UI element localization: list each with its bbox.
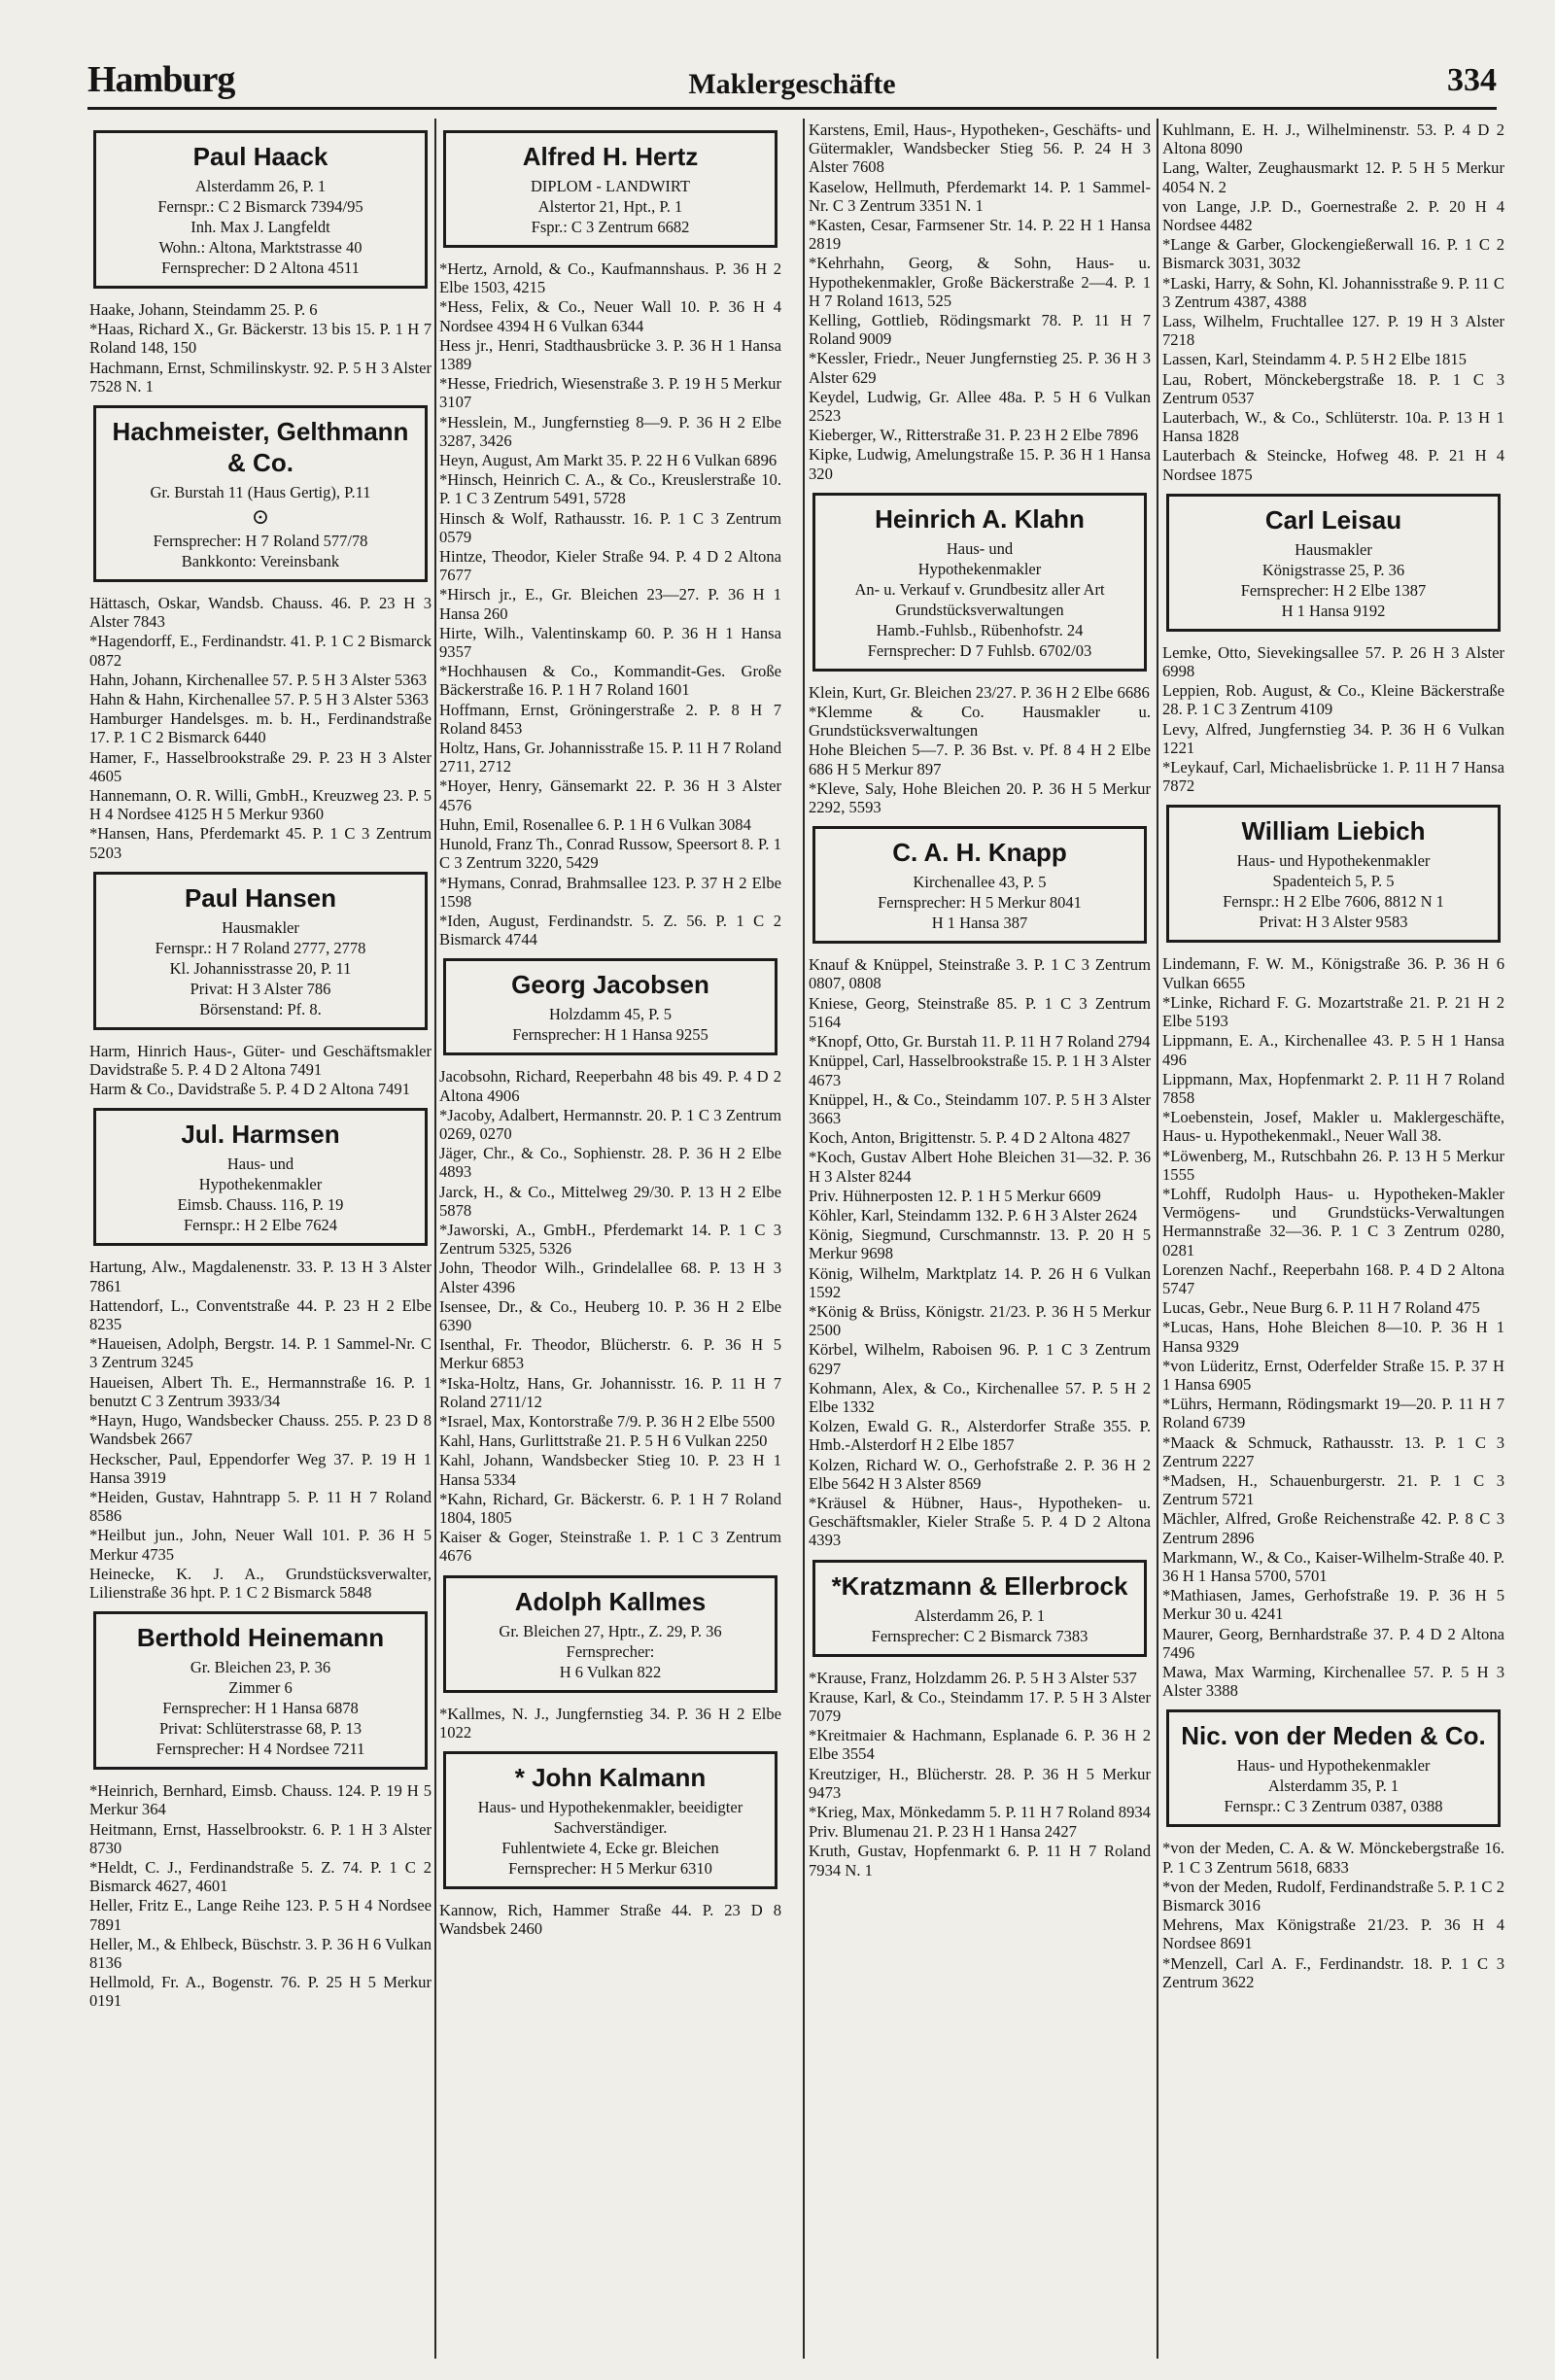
directory-entry: *Lucas, Hans, Hohe Bleichen 8—10. P. 36 H 1 Hansa 9329 <box>1162 1318 1504 1356</box>
directory-entry: *Hess, Felix, & Co., Neuer Wall 10. P. 36 H 4 Nordsee 4394 H 6 Vulkan 6344 <box>439 297 781 335</box>
advertisement-line: Fernspr.: H 2 Elbe 7606, 8812 N 1 <box>1223 892 1444 912</box>
directory-entry: Hohe Bleichen 5—7. P. 36 Bst. v. Pf. 8 4 H 2 Elbe 686 H 5 Merkur 897 <box>809 741 1151 778</box>
column-divider <box>803 119 805 2359</box>
advertisement-line: Fspr.: C 3 Zentrum 6682 <box>531 218 690 236</box>
directory-entry: Hoffmann, Ernst, Gröningerstraße 2. P. 8 H 7 Roland 8453 <box>439 700 781 738</box>
column-3 <box>809 121 1151 2356</box>
directory-entry: *Kräusel & Hübner, Haus-, Hypotheken- u. Geschäftsmakler, Kieler Straße 5. P. 4 D 2 Altona 4393 <box>809 1493 1151 1550</box>
advertisement-line: Bankkonto: Vereinsbank <box>181 552 340 571</box>
directory-entry: Isenthal, Fr. Theodor, Blücherstr. 6. P. 36 H 5 Merkur 6853 <box>439 1335 781 1373</box>
advertisement-line: Gr. Bleichen 27, Hptr., Z. 29, P. 36 <box>499 1621 722 1640</box>
advertisement-line: Fernsprecher: H 7 Roland 577/78 <box>153 532 368 551</box>
advertisement-line: Inh. Max J. Langfeldt <box>190 218 330 236</box>
directory-entry: Kuhlmann, E. H. J., Wilhelminenstr. 53. P. 4 D 2 Altona 8090 <box>1162 121 1504 158</box>
directory-entry: *Krause, Franz, Holzdamm 26. P. 5 H 3 Alster 537 <box>809 1668 1137 1687</box>
advertisement-title: Alfred H. Hertz <box>522 142 699 171</box>
directory-entry: Jarck, H., & Co., Mittelweg 29/30. P. 13 H 2 Elbe 5878 <box>439 1182 781 1220</box>
directory-entry: Koch, Anton, Brigittenstr. 5. P. 4 D 2 Altona 4827 <box>809 1128 1130 1148</box>
advertisement-title: Georg Jacobsen <box>511 970 709 1000</box>
column-4 <box>1162 121 1504 2356</box>
directory-entry: *von der Meden, Rudolf, Ferdinandstraße 5. P. 1 C 2 Bismarck 3016 <box>1162 1877 1504 1915</box>
advertisement-title: *Kratzmann & Ellerbrock <box>831 1570 1128 1601</box>
directory-entry: Lauterbach, W., & Co., Schlüterstr. 10a. P. 13 H 1 Hansa 1828 <box>1162 408 1504 446</box>
advertisement-line: Grundstücksverwaltungen <box>895 600 1064 619</box>
directory-entry: *Hansen, Hans, Pferdemarkt 45. P. 1 C 3 Zentrum 5203 <box>89 824 432 862</box>
advertisement-line: Fernspr.: C 3 Zentrum 0387, 0388 <box>1224 1797 1443 1816</box>
column-1 <box>89 121 432 2356</box>
directory-entry: *Hymans, Conrad, Brahmsallee 123. P. 37 H 2 Elbe 1598 <box>439 873 781 911</box>
directory-entry: Lauterbach & Steincke, Hofweg 48. P. 21 H 4 Nordsee 1875 <box>1162 446 1504 484</box>
advertisement-line: H 1 Hansa 9192 <box>1281 601 1386 620</box>
advertisement-line: Fernsprecher: D 7 Fuhlsb. 6702/03 <box>867 640 1092 660</box>
directory-entry: *Lohff, Rudolph Haus- u. Hypotheken-Makler Vermögens- und Grundstücks-Verwaltungen Hermannstraße 32—36. P. 1 C 3 Zentrum 0280, 0281 <box>1162 1184 1504 1259</box>
directory-entry: Mehrens, Max Königstraße 21/23. P. 36 H 4 Nordsee 8691 <box>1162 1915 1504 1953</box>
advertisement-line: Haus- und Hypothekenmakler, beeidigter Sachverständiger. <box>477 1798 743 1837</box>
advertisement-box <box>443 130 778 248</box>
directory-entry: Lassen, Karl, Steindamm 4. P. 5 H 2 Elbe 1815 <box>1162 350 1467 369</box>
advertisement-line: Zimmer 6 <box>228 1678 293 1698</box>
directory-entry: *Heilbut jun., John, Neuer Wall 101. P. 36 H 5 Merkur 4735 <box>89 1526 432 1564</box>
directory-entry: Hinsch & Wolf, Rathausstr. 16. P. 1 C 3 Zentrum 0579 <box>439 508 781 546</box>
advertisement-line: Fernspr.: C 2 Bismarck 7394/95 <box>157 197 363 216</box>
header-city: Hamburg <box>87 59 235 100</box>
advertisement-line: Hypothekenmakler <box>198 1175 323 1194</box>
advertisement-title: Carl Leisau <box>1264 504 1402 535</box>
directory-entry: Hachmann, Ernst, Schmilinskystr. 92. P. 5 H 3 Alster 7528 N. 1 <box>89 358 432 396</box>
directory-entry: Kniese, Georg, Steinstraße 85. P. 1 C 3 Zentrum 5164 <box>809 993 1151 1031</box>
header-rule <box>87 107 1497 110</box>
directory-entry: Haake, Johann, Steindamm 25. P. 6 <box>89 300 318 319</box>
circle-dot-icon: ⊙ <box>251 504 270 530</box>
directory-entry: Köhler, Karl, Steindamm 132. P. 6 H 3 Alster 2624 <box>809 1205 1138 1224</box>
directory-entry: Heller, M., & Ehlbeck, Büschstr. 3. P. 36 H 6 Vulkan 8136 <box>89 1934 432 1972</box>
directory-entry: Kahl, Hans, Gurlittstraße 21. P. 5 H 6 Vulkan 2250 <box>439 1431 768 1451</box>
advertisement-line: Hamb.-Fuhlsb., Rübenhofstr. 24 <box>876 620 1084 639</box>
directory-entry: *Hesse, Friedrich, Wiesenstraße 3. P. 19 H 5 Merkur 3107 <box>439 374 781 412</box>
directory-entry: Heitmann, Ernst, Hasselbrookstr. 6. P. 1 H 3 Alster 8730 <box>89 1819 432 1857</box>
directory-entry: Hamburger Handelsges. m. b. H., Ferdinandstraße 17. P. 1 C 2 Bismarck 6440 <box>89 709 432 747</box>
directory-entry: *Mathiasen, James, Gerhofstraße 19. P. 36 H 5 Merkur 30 u. 4241 <box>1162 1586 1504 1624</box>
advertisement-line: Hausmakler <box>1295 539 1372 559</box>
advertisement-line: Fernspr.: H 2 Elbe 7624 <box>183 1216 338 1235</box>
directory-entry: *Knopf, Otto, Gr. Burstah 11. P. 11 H 7 Roland 2794 <box>809 1032 1151 1052</box>
advertisement-box <box>93 872 428 1030</box>
directory-entry: Kieberger, W., Ritterstraße 31. P. 23 H 2 Elbe 7896 <box>809 426 1139 445</box>
directory-entry: Harm & Co., Davidstraße 5. P. 4 D 2 Altona 7491 <box>89 1080 411 1099</box>
advertisement-line: An- u. Verkauf v. Grundbesitz aller Art <box>854 579 1105 599</box>
directory-entry: Isensee, Dr., & Co., Heuberg 10. P. 36 H 2 Elbe 6390 <box>439 1296 781 1334</box>
directory-entry: *Krieg, Max, Mönkedamm 5. P. 11 H 7 Roland 8934 <box>809 1803 1151 1821</box>
advertisement-line: Alsterdamm 35, P. 1 <box>1267 1776 1400 1796</box>
directory-entry: *Kallmes, N. J., Jungfernstieg 34. P. 36 H 2 Elbe 1022 <box>439 1704 781 1742</box>
directory-entry: Hannemann, O. R. Willi, GmbH., Kreuzweg 23. P. 5 H 4 Nordsee 4125 H 5 Merkur 9360 <box>89 786 432 824</box>
advertisement-line: Fernsprecher: H 4 Nordsee 7211 <box>156 1740 365 1759</box>
directory-entry: Knauf & Knüppel, Steinstraße 3. P. 1 C 3 Zentrum 0807, 0808 <box>809 955 1151 993</box>
advertisement-title: Berthold Heinemann <box>136 1623 385 1653</box>
directory-entry: Levy, Alfred, Jungfernstieg 34. P. 36 H 6 Vulkan 1221 <box>1162 719 1504 757</box>
directory-entry: Jacobsohn, Richard, Reeperbahn 48 bis 49. P. 4 D 2 Altona 4906 <box>439 1067 781 1105</box>
advertisement-line: Alsterdamm 26, P. 1 <box>194 177 327 195</box>
advertisement-title: * John Kalmann <box>514 1763 707 1792</box>
directory-entry: Heinecke, K. J. A., Grundstücksverwalter, Lilienstraße 36 hpt. P. 1 C 2 Bismarck 5848 <box>89 1564 432 1602</box>
column-divider <box>1157 119 1158 2359</box>
directory-entry: Priv. Blumenau 21. P. 23 H 1 Hansa 2427 <box>809 1822 1077 1842</box>
advertisement-line: Wohn.: Altona, Marktstrasse 40 <box>158 238 363 257</box>
advertisement-box <box>443 1575 778 1693</box>
directory-entry: Lemke, Otto, Sievekingsallee 57. P. 26 H 3 Alster 6998 <box>1162 642 1504 681</box>
advertisement-line: Kirchenallee 43, P. 5 <box>913 873 1047 892</box>
directory-entry: Lindemann, F. W. M., Königstraße 36. P. 36 H 6 Vulkan 6655 <box>1162 954 1504 992</box>
directory-entry: *Iska-Holtz, Hans, Gr. Johannisstr. 16. P. 11 H 7 Roland 2711/12 <box>439 1373 781 1411</box>
advertisement-line: H 1 Hansa 387 <box>931 914 1028 933</box>
advertisement-box <box>93 1108 428 1246</box>
directory-entry: Kannow, Rich, Hammer Straße 44. P. 23 D 8 Wandsbek 2460 <box>439 1901 781 1939</box>
advertisement-box <box>812 493 1147 672</box>
directory-entry: Harm, Hinrich Haus-, Güter- und Geschäftsmakler Davidstraße 5. P. 4 D 2 Altona 7491 <box>89 1041 432 1080</box>
directory-entry: *Heiden, Gustav, Hahntrapp 5. P. 11 H 7 Roland 8586 <box>89 1487 432 1526</box>
directory-entry: Kelling, Gottlieb, Rödingsmarkt 78. P. 11 H 7 Roland 9009 <box>809 311 1151 349</box>
directory-entry: Maurer, Georg, Bernhardstraße 37. P. 4 D 2 Altona 7496 <box>1162 1624 1504 1662</box>
advertisement-title: Jul. Harmsen <box>181 1120 340 1150</box>
advertisement-line: Haus- und Hypothekenmakler <box>1236 851 1431 871</box>
directory-entry: Hättasch, Oskar, Wandsb. Chauss. 46. P. 23 H 3 Alster 7843 <box>89 594 432 632</box>
directory-entry: *Hesslein, M., Jungfernstieg 8—9. P. 36 H 2 Elbe 3287, 3426 <box>439 412 781 450</box>
advertisement-line: Fernsprecher: C 2 Bismarck 7383 <box>871 1626 1088 1645</box>
advertisement-line: Fernsprecher: H 1 Hansa 6878 <box>162 1699 359 1718</box>
advertisement-box <box>93 1611 428 1770</box>
directory-entry: *Laski, Harry, & Sohn, Kl. Johannisstraße 9. P. 11 C 3 Zentrum 4387, 4388 <box>1162 273 1504 311</box>
directory-entry: Krause, Karl, & Co., Steindamm 17. P. 5 H 3 Alster 7079 <box>809 1687 1151 1725</box>
directory-entry: *Israel, Max, Kontorstraße 7/9. P. 36 H 2 Elbe 5500 <box>439 1411 776 1431</box>
directory-entry: Knüppel, Carl, Hasselbrookstraße 15. P. 1 H 3 Alster 4673 <box>809 1052 1151 1089</box>
directory-entry: *Menzell, Carl A. F., Ferdinandstr. 18. P. 1 C 3 Zentrum 3622 <box>1162 1953 1504 1991</box>
advertisement-line: Alstertor 21, Hpt., P. 1 <box>537 197 683 216</box>
advertisement-line: Privat: H 3 Alster 9583 <box>1259 913 1408 932</box>
advertisement-line: Haus- und Hypothekenmakler <box>1236 1756 1431 1776</box>
directory-entry: Heller, Fritz E., Lange Reihe 123. P. 5 H 4 Nordsee 7891 <box>89 1896 432 1934</box>
directory-entry: *Kahn, Richard, Gr. Bäckerstr. 6. P. 1 H 7 Roland 1804, 1805 <box>439 1489 781 1527</box>
advertisement-line: Privat: Schlüterstrasse 68, P. 13 <box>158 1719 363 1739</box>
directory-entry: *Heldt, C. J., Ferdinandstraße 5. Z. 74. P. 1 C 2 Bismarck 4627, 4601 <box>89 1857 432 1896</box>
directory-entry: Knüppel, H., & Co., Steindamm 107. P. 5 H 3 Alster 3663 <box>809 1089 1151 1127</box>
directory-entry: Kolzen, Ewald G. R., Alsterdorfer Straße 355. P. Hmb.-Alsterdorf H 2 Elbe 1857 <box>809 1417 1151 1455</box>
advertisement-title: Nic. von der Meden & Co. <box>1181 1721 1486 1751</box>
advertisement-box <box>812 1560 1147 1657</box>
directory-entry: *Lange & Garber, Glockengießerwall 16. P. 1 C 2 Bismarck 3031, 3032 <box>1162 235 1504 273</box>
advertisement-line: Börsenstand: Pf. 8. <box>199 999 322 1018</box>
directory-entry: Kreutziger, H., Blücherstr. 28. P. 36 H 5 Merkur 9473 <box>809 1764 1151 1802</box>
advertisement-box <box>93 405 428 582</box>
advertisement-line: Königstrasse 25, P. 36 <box>1261 560 1405 579</box>
directory-entry: Heckscher, Paul, Eppendorfer Weg 37. P. 19 H 1 Hansa 3919 <box>89 1449 432 1487</box>
directory-entry: *Hayn, Hugo, Wandsbecker Chauss. 255. P. 23 D 8 Wandsbek 2667 <box>89 1411 432 1449</box>
advertisement-line: Haus- und <box>226 1155 294 1174</box>
directory-entry: *von der Meden, C. A. & W. Mönckebergstraße 16. P. 1 C 3 Zentrum 5618, 6833 <box>1162 1839 1504 1877</box>
directory-entry: Heyn, August, Am Markt 35. P. 22 H 6 Vulkan 6896 <box>439 451 778 470</box>
directory-entry: Hirte, Wilh., Valentinskamp 60. P. 36 H 1 Hansa 9357 <box>439 623 781 662</box>
directory-entry: Kaiser & Goger, Steinstraße 1. P. 1 C 3 Zentrum 4676 <box>439 1528 781 1566</box>
directory-entry: *Hoyer, Henry, Gänsemarkt 22. P. 36 H 3 Alster 4576 <box>439 776 781 814</box>
directory-entry: König, Siegmund, Curschmannstr. 13. P. 20 H 5 Merkur 9698 <box>809 1225 1151 1263</box>
header-section-title: Maklergeschäfte <box>688 68 896 100</box>
directory-entry: Lau, Robert, Mönckebergstraße 18. P. 1 C 3 Zentrum 0537 <box>1162 369 1504 407</box>
directory-entry: Kolzen, Richard W. O., Gerhofstraße 2. P. 36 H 2 Elbe 5642 H 3 Alster 8569 <box>809 1455 1151 1493</box>
directory-entry: *Kleve, Saly, Hohe Bleichen 20. P. 36 H 5 Merkur 2292, 5593 <box>809 778 1151 817</box>
directory-entry: Karstens, Emil, Haus-, Hypotheken-, Geschäfts- und Gütermakler, Wandsbecker Stieg 56. P. 24 H 3 Alster 7608 <box>809 121 1151 177</box>
directory-entry: Hattendorf, L., Conventstraße 44. P. 23 H 2 Elbe 8235 <box>89 1295 432 1334</box>
directory-entry: Lippmann, Max, Hopfenmarkt 2. P. 11 H 7 Roland 7858 <box>1162 1069 1504 1107</box>
directory-entry: Lorenzen Nachf., Reeperbahn 168. P. 4 D 2 Altona 5747 <box>1162 1259 1504 1297</box>
directory-entry: Hellmold, Fr. A., Bogenstr. 76. P. 25 H 5 Merkur 0191 <box>89 1973 432 2011</box>
advertisement-line: Fernsprecher: <box>566 1641 655 1661</box>
directory-entry: *Iden, August, Ferdinandstr. 5. Z. 56. P. 1 C 2 Bismarck 4744 <box>439 911 781 949</box>
advertisement-box <box>812 826 1147 944</box>
directory-entry: *Hochhausen & Co., Kommandit-Ges. Große Bäckerstraße 16. P. 1 H 7 Roland 1601 <box>439 662 781 700</box>
directory-entry: Hartung, Alw., Magdalenenstr. 33. P. 13 H 3 Alster 7861 <box>89 1258 432 1295</box>
advertisement-title: Hachmeister, Gelthmann & Co. <box>112 417 409 478</box>
advertisement-title: Heinrich A. Klahn <box>875 503 1085 534</box>
advertisement-line: Fernsprecher: H 5 Merkur 8041 <box>878 893 1082 913</box>
advertisement-box <box>443 958 778 1055</box>
directory-entry: *Lührs, Hermann, Rödingsmarkt 19—20. P. 11 H 7 Roland 6739 <box>1162 1395 1504 1432</box>
directory-entry: *Haas, Richard X., Gr. Bäckerstr. 13 bis 15. P. 1 H 7 Roland 148, 150 <box>89 320 432 358</box>
directory-entry: Kruth, Gustav, Hopfenmarkt 6. P. 11 H 7 Roland 7934 N. 1 <box>809 1842 1151 1880</box>
directory-entry: Hahn & Hahn, Kirchenallee 57. P. 5 H 3 Alster 5363 <box>89 690 429 709</box>
directory-entry: Hess jr., Henri, Stadthausbrücke 3. P. 36 H 1 Hansa 1389 <box>439 335 781 374</box>
advertisement-line: Fernsprecher: H 1 Hansa 9255 <box>512 1025 708 1045</box>
advertisement-line: Haus- und <box>946 538 1014 558</box>
advertisement-line: Spadenteich 5, P. 5 <box>1272 872 1395 891</box>
advertisement-line: Privat: H 3 Alster 786 <box>190 979 331 998</box>
directory-entry: *Madsen, H., Schauenburgerstr. 21. P. 1 C 3 Zentrum 5721 <box>1162 1470 1504 1509</box>
directory-entry: Körbel, Wilhelm, Raboisen 96. P. 1 C 3 Zentrum 6297 <box>809 1340 1151 1378</box>
advertisement-title: Adolph Kallmes <box>514 1586 707 1616</box>
directory-entry: Mächler, Alfred, Große Reichenstraße 42. P. 8 C 3 Zentrum 2896 <box>1162 1509 1504 1547</box>
directory-entry: *Jacoby, Adalbert, Hermannstr. 20. P. 1 C 3 Zentrum 0269, 0270 <box>439 1105 781 1143</box>
directory-entry: *Klemme & Co. Hausmakler u. Grundstücksverwaltungen <box>809 703 1151 741</box>
advertisement-line: Fernsprecher: H 2 Elbe 1387 <box>1240 580 1427 600</box>
directory-entry: Hunold, Franz Th., Conrad Russow, Speersort 8. P. 1 C 3 Zentrum 3220, 5429 <box>439 835 781 873</box>
directory-entry: Kaselow, Hellmuth, Pferdemarkt 14. P. 1 Sammel-Nr. C 3 Zentrum 3351 N. 1 <box>809 177 1151 215</box>
advertisement-line: DIPLOM - LANDWIRT <box>531 177 690 195</box>
directory-entry: *Hertz, Arnold, & Co., Kaufmannshaus. P. 36 H 2 Elbe 1503, 4215 <box>439 259 781 297</box>
advertisement-box <box>1166 805 1501 943</box>
advertisement-box <box>1166 1709 1501 1827</box>
advertisement-line: Fernspr.: H 7 Roland 2777, 2778 <box>155 938 366 957</box>
directory-entry: *Jaworski, A., GmbH., Pferdemarkt 14. P. 1 C 3 Zentrum 5325, 5326 <box>439 1220 781 1259</box>
directory-entry: Keydel, Ludwig, Gr. Allee 48a. P. 5 H 6 Vulkan 2523 <box>809 387 1151 426</box>
advertisement-line: Eimsb. Chauss. 116, P. 19 <box>177 1195 344 1215</box>
directory-entry: *Leykauf, Carl, Michaelisbrücke 1. P. 11 H 7 Hansa 7872 <box>1162 758 1504 796</box>
advertisement-line: Fernsprecher: D 2 Altona 4511 <box>161 259 360 277</box>
directory-entry: Lass, Wilhelm, Fruchtallee 127. P. 19 H 3 Alster 7218 <box>1162 312 1504 350</box>
advertisement-line: Kl. Johannisstrasse 20, P. 11 <box>169 958 352 978</box>
advertisement-line: Hausmakler <box>222 917 299 937</box>
directory-entry: Hintze, Theodor, Kieler Straße 94. P. 4 D 2 Altona 7677 <box>439 547 781 585</box>
directory-entry: Leppien, Rob. August, & Co., Kleine Bäckerstraße 28. P. 1 C 3 Zentrum 4109 <box>1162 681 1504 719</box>
advertisement-line: Fuhlentwiete 4, Ecke gr. Bleichen <box>501 1839 719 1857</box>
directory-entry: *Koch, Gustav Albert Hohe Bleichen 31—32. P. 36 H 3 Alster 8244 <box>809 1148 1151 1186</box>
directory-entry: *Kessler, Friedr., Neuer Jungfernstieg 25. P. 36 H 3 Alster 629 <box>809 349 1151 387</box>
advertisement-line: H 6 Vulkan 822 <box>559 1662 662 1681</box>
advertisement-line: Hypothekenmakler <box>917 559 1042 578</box>
advertisement-title: Paul Hansen <box>184 882 337 913</box>
directory-entry: *von Lüderitz, Ernst, Oderfelder Straße 15. P. 37 H 1 Hansa 6905 <box>1162 1356 1504 1394</box>
header-page-number: 334 <box>1447 62 1497 98</box>
directory-entry: Jäger, Chr., & Co., Sophienstr. 28. P. 36 H 2 Elbe 4893 <box>439 1144 781 1182</box>
directory-entry: König, Wilhelm, Marktplatz 14. P. 26 H 6 Vulkan 1592 <box>809 1263 1151 1301</box>
directory-entry: Hamer, F., Hasselbrookstraße 29. P. 23 H 3 Alster 4605 <box>89 747 432 785</box>
column-2 <box>439 121 781 2356</box>
advertisement-box <box>93 130 428 289</box>
directory-entry: *Kehrhahn, Georg, & Sohn, Haus- u. Hypothekenmakler, Große Bäckerstraße 2—4. P. 1 H 7 Roland 1613, 525 <box>809 254 1151 310</box>
advertisement-line: Holzdamm 45, P. 5 <box>548 1005 673 1024</box>
directory-entry: *Kasten, Cesar, Farmsener Str. 14. P. 22 H 1 Hansa 2819 <box>809 216 1151 254</box>
advertisement-line: Fernsprecher: H 5 Merkur 6310 <box>508 1859 712 1878</box>
directory-entry: Haueisen, Albert Th. E., Hermannstraße 16. P. 1 benutzt C 3 Zentrum 3933/34 <box>89 1372 432 1410</box>
directory-entry: Markmann, W., & Co., Kaiser-Wilhelm-Straße 40. P. 36 H 1 Hansa 5700, 5701 <box>1162 1547 1504 1585</box>
directory-entry: Holtz, Hans, Gr. Johannisstraße 15. P. 11 H 7 Roland 2711, 2712 <box>439 739 781 776</box>
directory-entry: Priv. Hühnerposten 12. P. 1 H 5 Merkur 6609 <box>809 1186 1101 1205</box>
advertisement-line: Alsterdamm 26, P. 1 <box>914 1605 1046 1625</box>
advertisement-box <box>443 1751 778 1889</box>
directory-entry: *Hagendorff, E., Ferdinandstr. 41. P. 1 C 2 Bismarck 0872 <box>89 632 432 670</box>
directory-entry: Lang, Walter, Zeughausmarkt 12. P. 5 H 5 Merkur 4054 N. 2 <box>1162 158 1504 196</box>
directory-entry: *Kreitmaier & Hachmann, Esplanade 6. P. 36 H 2 Elbe 3554 <box>809 1726 1151 1764</box>
advertisement-line: Gr. Bleichen 23, P. 36 <box>190 1658 331 1677</box>
directory-entry: Kipke, Ludwig, Amelungstraße 15. P. 36 H 1 Hansa 320 <box>809 445 1151 483</box>
directory-entry: Kahl, Johann, Wandsbecker Stieg 10. P. 23 H 1 Hansa 5334 <box>439 1451 781 1489</box>
directory-entry: *Linke, Richard F. G. Mozartstraße 21. P. 21 H 2 Elbe 5193 <box>1162 992 1504 1031</box>
page-header <box>87 58 1497 107</box>
directory-entry: Lippmann, E. A., Kirchenallee 43. P. 5 H 1 Hansa 496 <box>1162 1031 1504 1069</box>
directory-entry: Mawa, Max Warming, Kirchenallee 57. P. 5 H 3 Alster 3388 <box>1162 1663 1504 1701</box>
directory-entry: *Löwenberg, M., Rutschbahn 26. P. 13 H 5 Merkur 1555 <box>1162 1146 1504 1184</box>
directory-entry: Hahn, Johann, Kirchenallee 57. P. 5 H 3 Alster 5363 <box>89 670 428 689</box>
directory-entry: Lucas, Gebr., Neue Burg 6. P. 11 H 7 Roland 475 <box>1162 1298 1480 1318</box>
directory-entry: *Maack & Schmuck, Rathausstr. 13. P. 1 C 3 Zentrum 2227 <box>1162 1432 1504 1470</box>
directory-entry: *Hirsch jr., E., Gr. Bleichen 23—27. P. 36 H 1 Hansa 260 <box>439 585 781 623</box>
advertisement-box <box>1166 494 1501 632</box>
directory-entry: *Haueisen, Adolph, Bergstr. 14. P. 1 Sammel-Nr. C 3 Zentrum 3245 <box>89 1334 432 1372</box>
advertisement-title: Paul Haack <box>192 142 328 171</box>
advertisement-line: Gr. Burstah 11 (Haus Gertig), P.11 <box>150 483 371 502</box>
directory-entry: John, Theodor Wilh., Grindelallee 68. P. 13 H 3 Alster 4396 <box>439 1259 781 1296</box>
directory-entry: Kohmann, Alex, & Co., Kirchenallee 57. P. 5 H 2 Elbe 1332 <box>809 1378 1151 1416</box>
directory-entry: *Loebenstein, Josef, Makler u. Maklergeschäfte, Haus- u. Hypothekenmakl., Neuer Wall 38. <box>1162 1108 1504 1146</box>
advertisement-title: William Liebich <box>1241 816 1426 846</box>
advertisement-title: C. A. H. Knapp <box>892 838 1067 868</box>
directory-entry: *Heinrich, Bernhard, Eimsb. Chauss. 124. P. 19 H 5 Merkur 364 <box>89 1781 432 1819</box>
directory-entry: *Hinsch, Heinrich C. A., & Co., Kreuslerstraße 10. P. 1 C 3 Zentrum 5491, 5728 <box>439 470 781 508</box>
directory-entry: Klein, Kurt, Gr. Bleichen 23/27. P. 36 H 2 Elbe 6686 <box>809 682 1150 702</box>
directory-entry: *König & Brüss, Königstr. 21/23. P. 36 H 5 Merkur 2500 <box>809 1301 1151 1340</box>
directory-entry: Huhn, Emil, Rosenallee 6. P. 1 H 6 Vulkan 3084 <box>439 814 751 834</box>
column-divider <box>434 119 436 2359</box>
directory-entry: von Lange, J.P. D., Goernestraße 2. P. 20 H 4 Nordsee 4482 <box>1162 196 1504 235</box>
